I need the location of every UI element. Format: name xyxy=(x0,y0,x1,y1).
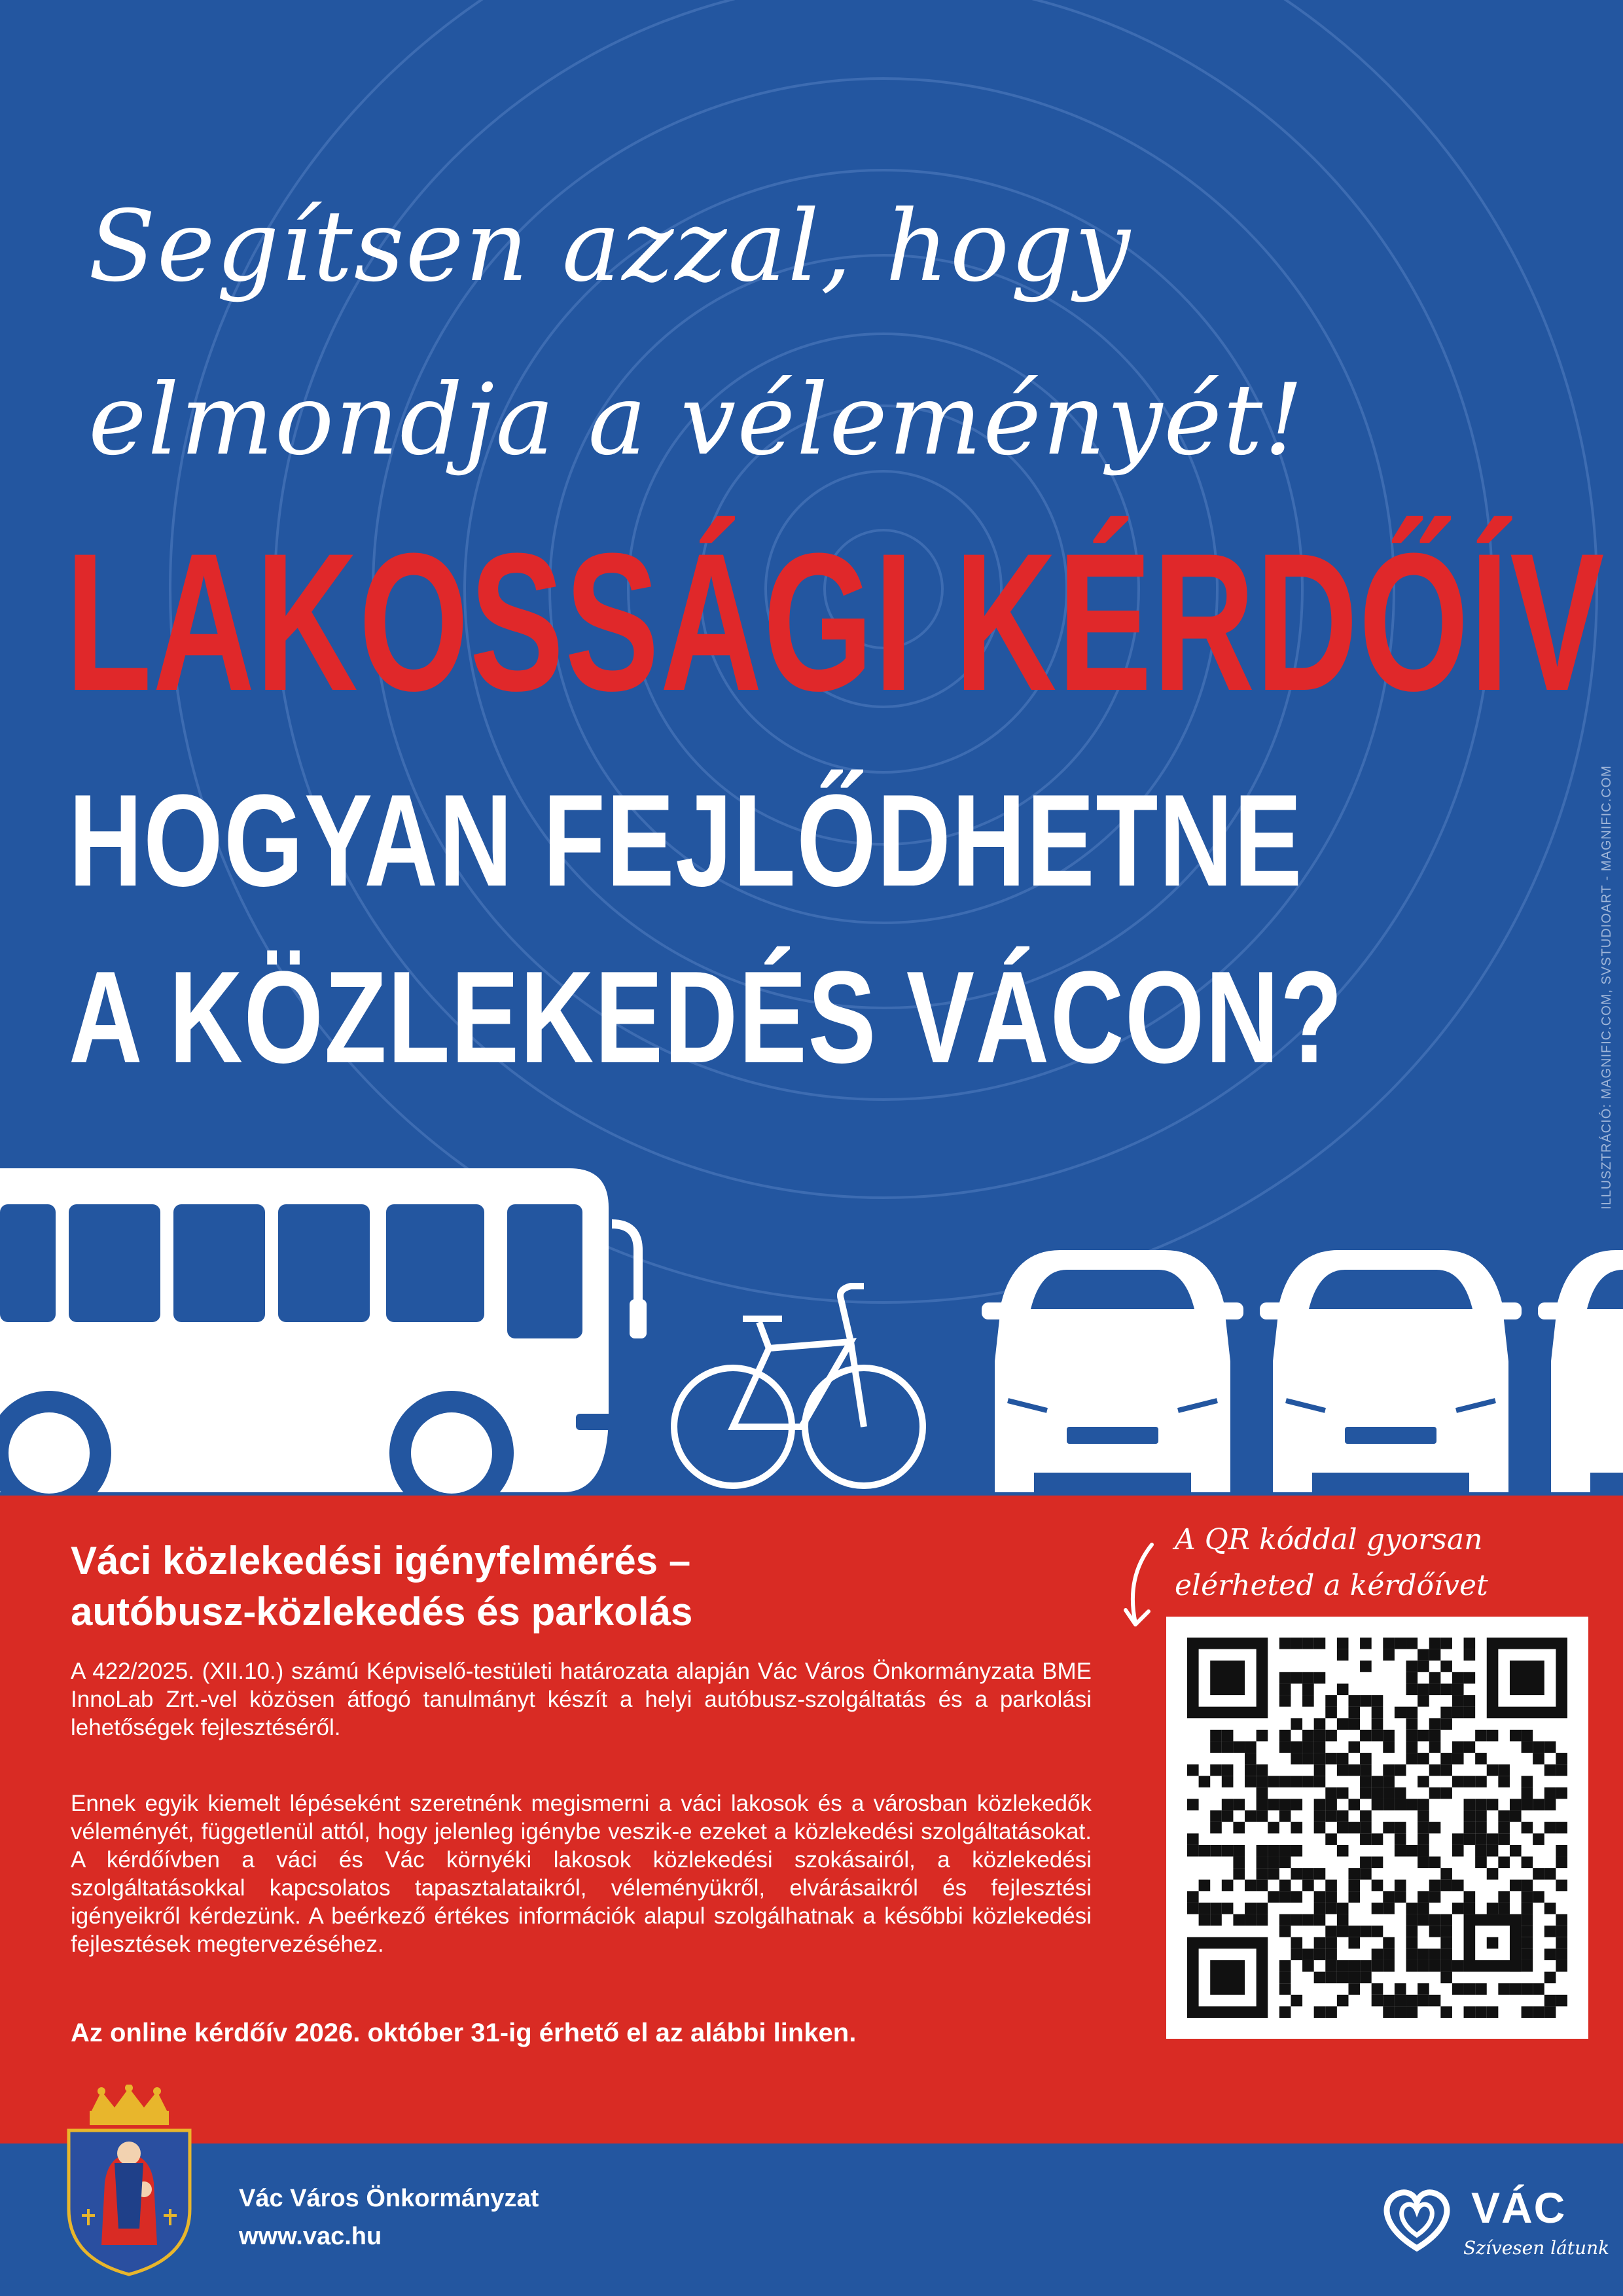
curved-arrow-icon xyxy=(1113,1538,1171,1636)
survey-headline: LAKOSSÁGI KÉRDŐÍV xyxy=(65,512,1605,732)
org-name: Vác Város Önkormányzat xyxy=(239,2185,539,2212)
qr-caption-line-1: A QR kóddal gyorsan xyxy=(1175,1523,1483,1556)
bicycle-icon xyxy=(674,1286,923,1486)
tagline xyxy=(88,160,1332,507)
car-icon-2 xyxy=(1260,1250,1522,1492)
info-title-line-2: autóbusz-közlekedés és parkolás xyxy=(71,1590,693,1634)
city-coat-of-arms-icon xyxy=(62,2085,196,2278)
qr-caption xyxy=(1175,1517,1488,1609)
tagline-line-1: Segítsen azzal, hogy xyxy=(88,190,1132,304)
brand-slogan: Szívesen látunk xyxy=(1463,2237,1610,2259)
illustration-credit: ILLUSZTRÁCIÓ: MAGNIFIC.COM, SVSTUDIOART - MAGNIFIC.COM xyxy=(1599,765,1614,1210)
info-title xyxy=(71,1535,1052,1638)
org-website-link[interactable]: www.vac.hu xyxy=(239,2223,382,2250)
info-paragraph-2: Ennek egyik kiemelt lépéseként szeretnénk megismerni a váci lakosok és a városban közlekedők véleményét, függetlenül attól, hogy jelenleg igénybe veszik-e ezeket a közlekedési szolgáltatásokat. A kérdőívben a váci és Vác környéki lakosok közlekedési szokásairól, a közlekedési szolgáltatásokkal kapcsolatos tapasztalataikról, véleményükről, elvárásaikról és fejlesztési igényeikről kérdezünk. A beérkező értékes információk alapul szolgálhatnak a későbbi közlekedési fejlesztések megtervezéséhez. xyxy=(71,1791,1092,1957)
question-line-2: A KÖZLEKEDÉS VÁCON? xyxy=(69,944,1344,1090)
vehicles-illustration xyxy=(0,1152,1623,1499)
brand-name: VÁC xyxy=(1471,2183,1567,2232)
info-title-line-1: Váci közlekedési igényfelmérés – xyxy=(71,1539,691,1583)
footer-org xyxy=(239,2179,539,2255)
qr-code[interactable] xyxy=(1166,1617,1588,2039)
bus-icon xyxy=(0,1168,647,1499)
car-icon-1 xyxy=(982,1250,1243,1492)
qr-caption-line-2: elérheted a kérdőívet xyxy=(1175,1569,1488,1602)
tagline-line-2: elmondja a véleményét! xyxy=(88,363,1305,477)
question-line-1: HOGYAN FEJLŐDHETNE xyxy=(69,768,1303,914)
qr-code-icon xyxy=(1187,1638,1567,2018)
info-paragraph-1: A 422/2025. (XII.10.) számú Képviselő-testületi határozata alapján Vác Város Önkormányzata BME InnoLab Zrt.-vel közösen átfogó tanulmányt készít a helyi autóbusz-szolgáltatás és a parkolási lehetőségek fejlesztéséről. xyxy=(71,1659,1092,1740)
question-headline xyxy=(69,753,1344,1106)
car-icon-3 xyxy=(1538,1250,1623,1492)
survey-deadline-cta: Az online kérdőív 2026. október 31-ig érhető el az alábbi linken. xyxy=(71,2018,857,2047)
